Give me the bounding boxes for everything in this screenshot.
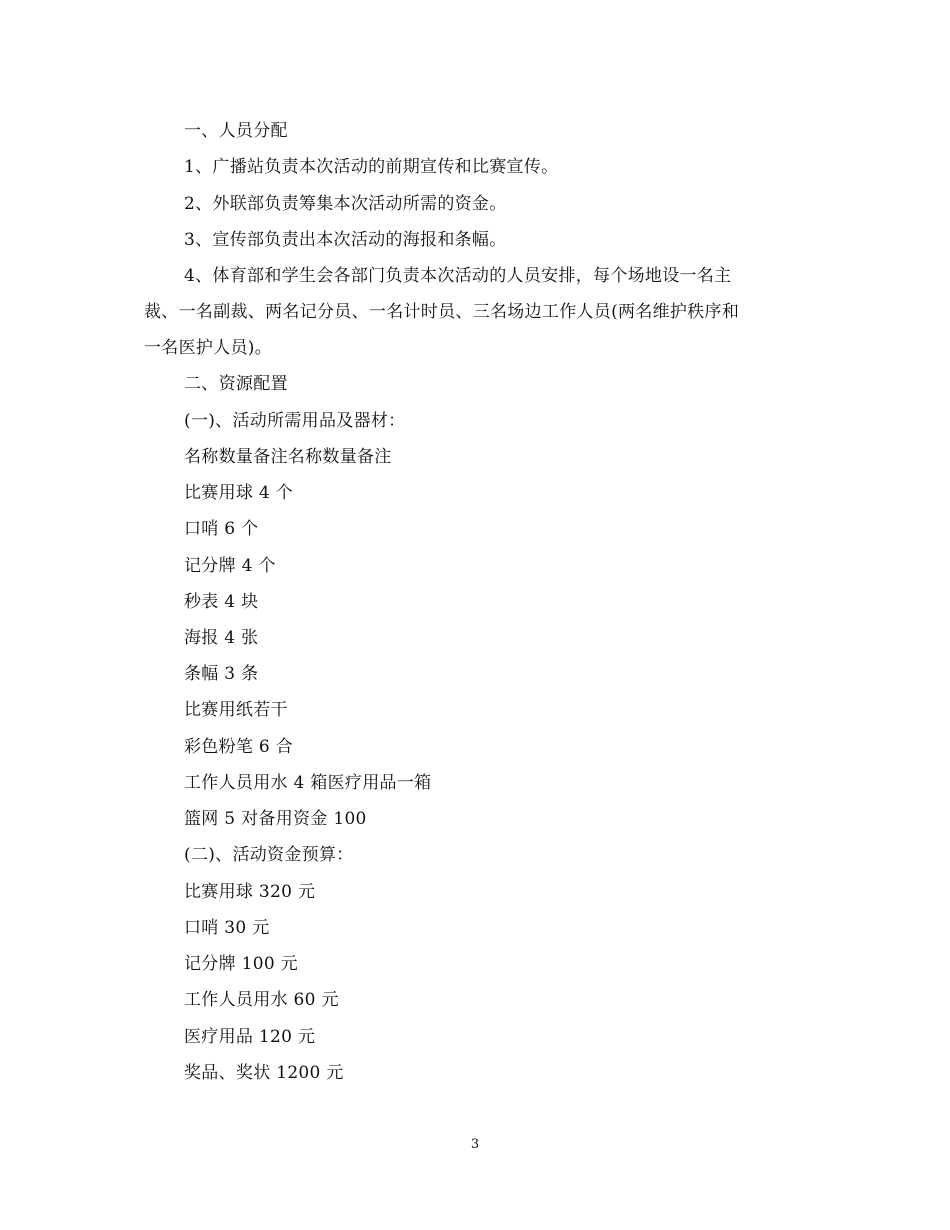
list-item: 彩色粉笔 6 合 xyxy=(184,737,294,757)
list-item: 名称数量备注名称数量备注 xyxy=(184,447,392,467)
section-heading-resources: 二、资源配置 xyxy=(184,374,288,394)
paragraph-line: 2、外联部负责筹集本次活动所需的资金。 xyxy=(184,194,507,214)
list-item: 口哨 30 元 xyxy=(184,918,270,938)
list-item: 医疗用品 120 元 xyxy=(184,1027,316,1047)
section-heading-personnel: 一、人员分配 xyxy=(184,121,288,141)
paragraph-line: 裁、一名副裁、两名记分员、一名计时员、三名场边工作人员(两名维护秩序和 xyxy=(144,302,740,322)
list-item: 海报 4 张 xyxy=(184,628,259,648)
list-item: 工作人员用水 60 元 xyxy=(184,990,339,1010)
list-item: 条幅 3 条 xyxy=(184,664,259,684)
list-item: 比赛用纸若干 xyxy=(184,700,288,720)
list-item: 奖品、奖状 1200 元 xyxy=(184,1063,344,1083)
list-item: 记分牌 100 元 xyxy=(184,954,298,974)
list-item: 比赛用球 320 元 xyxy=(184,882,316,902)
list-item: 口哨 6 个 xyxy=(184,519,259,539)
paragraph-line: 1、广播站负责本次活动的前期宣传和比赛宣传。 xyxy=(184,157,559,177)
subsection-heading-equipment: (一)、活动所需用品及器材： xyxy=(184,411,406,431)
paragraph-line: 3、宣传部负责出本次活动的海报和条幅。 xyxy=(184,230,507,250)
list-item: 记分牌 4 个 xyxy=(184,556,276,576)
list-item: 比赛用球 4 个 xyxy=(184,483,294,503)
list-item: 秒表 4 块 xyxy=(184,592,259,612)
page-number: 3 xyxy=(470,1137,480,1152)
list-item: 工作人员用水 4 箱医疗用品一箱 xyxy=(184,773,432,793)
subsection-heading-budget: (二)、活动资金预算： xyxy=(184,845,354,865)
paragraph-line: 4、体育部和学生会各部门负责本次活动的人员安排，每个场地设一名主 xyxy=(184,266,732,286)
paragraph-line: 一名医护人员)。 xyxy=(144,338,273,358)
list-item: 篮网 5 对备用资金 100 xyxy=(184,809,367,829)
